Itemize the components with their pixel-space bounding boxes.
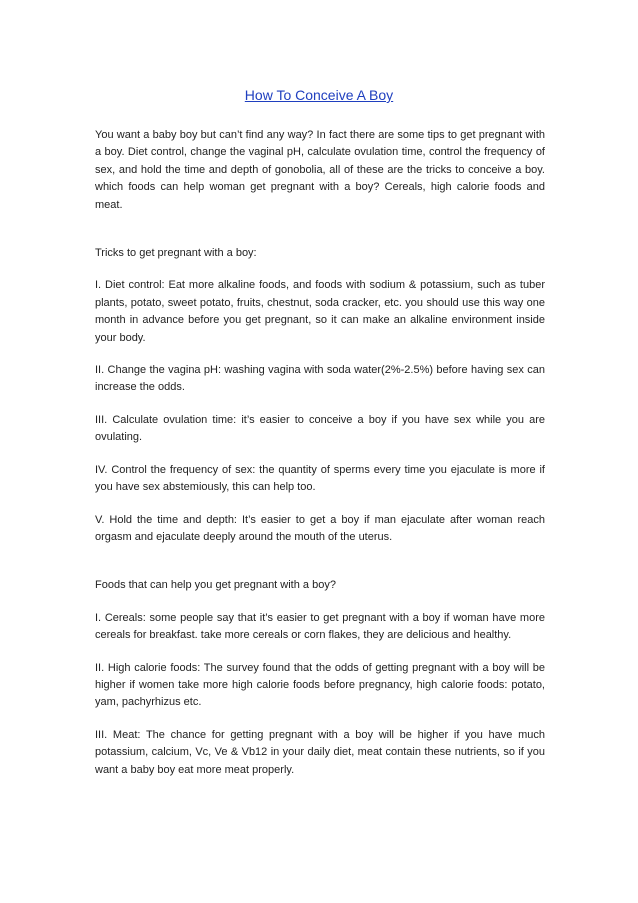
tricks-heading: Tricks to get pregnant with a boy: xyxy=(95,247,257,260)
spacer xyxy=(95,546,545,577)
spacer xyxy=(95,214,545,245)
spacer xyxy=(95,645,545,660)
document-body xyxy=(95,127,545,779)
trick-item-frequency: IV. Control the frequency of sex: the quantity of sperms every time you ejaculate is more if you have sex abstemiously, this can help too. xyxy=(95,463,545,494)
trick-item-diet-control: I. Diet control: Eat more alkaline foods, and foods with sodium & potassium, such as tuber plants, potato, sweet potato, fruits, chestnut, soda cracker, etc. you should use this way one month in advance before you get pregnant, so it can make an alkaline environment inside your body. xyxy=(95,279,545,344)
spacer xyxy=(95,397,545,412)
spacer xyxy=(95,712,545,727)
food-item-meat: III. Meat: The chance for getting pregnant with a boy will be higher if you have much potassium, calcium, Vc, Ve & Vb12 in your daily diet, meat contain these nutrients, so if you want a baby boy eat more meat properly. xyxy=(95,728,545,776)
trick-item-time-depth: V. Hold the time and depth: It’s easier to get a boy if man ejaculate after woman reach orgasm and ejaculate deeply around the mouth of the uterus. xyxy=(95,513,545,543)
food-item-high-calorie: II. High calorie foods: The survey found that the odds of getting pregnant with a boy will be higher if women take more high calorie foods before pregnancy, high calorie foods: potato, yam, pachyrhizus etc. xyxy=(95,661,545,709)
food-item-cereals: I. Cereals: some people say that it’s easier to get pregnant with a boy if woman have more cereals for breakfast. take more cereals or corn flakes, they are delicious and healthy. xyxy=(95,611,545,642)
spacer xyxy=(95,595,545,610)
spacer xyxy=(95,347,545,362)
spacer xyxy=(95,497,545,512)
trick-item-ovulation-time: III. Calculate ovulation time: it’s easier to conceive a boy if you have sex while you are ovulating. xyxy=(95,413,545,444)
foods-heading: Foods that can help you get pregnant with a boy? xyxy=(95,579,336,592)
document-title[interactable]: How To Conceive A Boy xyxy=(244,87,394,103)
trick-item-vagina-ph: II. Change the vagina pH: washing vagina with soda water(2%-2.5%) before having sex can increase the odds. xyxy=(95,364,545,394)
intro-paragraph: You want a baby boy but can’t find any way? In fact there are some tips to get pregnant with a boy. Diet control, change the vaginal pH, calculate ovulation time, control the frequency of sex, and hold the time and depth of gonobolia, all of these are the tricks to conceive a boy. which foods can help woman get pregnant with a boy? Cereals, high calorie foods and meat. xyxy=(95,129,545,211)
spacer xyxy=(95,262,545,277)
spacer xyxy=(95,447,545,462)
